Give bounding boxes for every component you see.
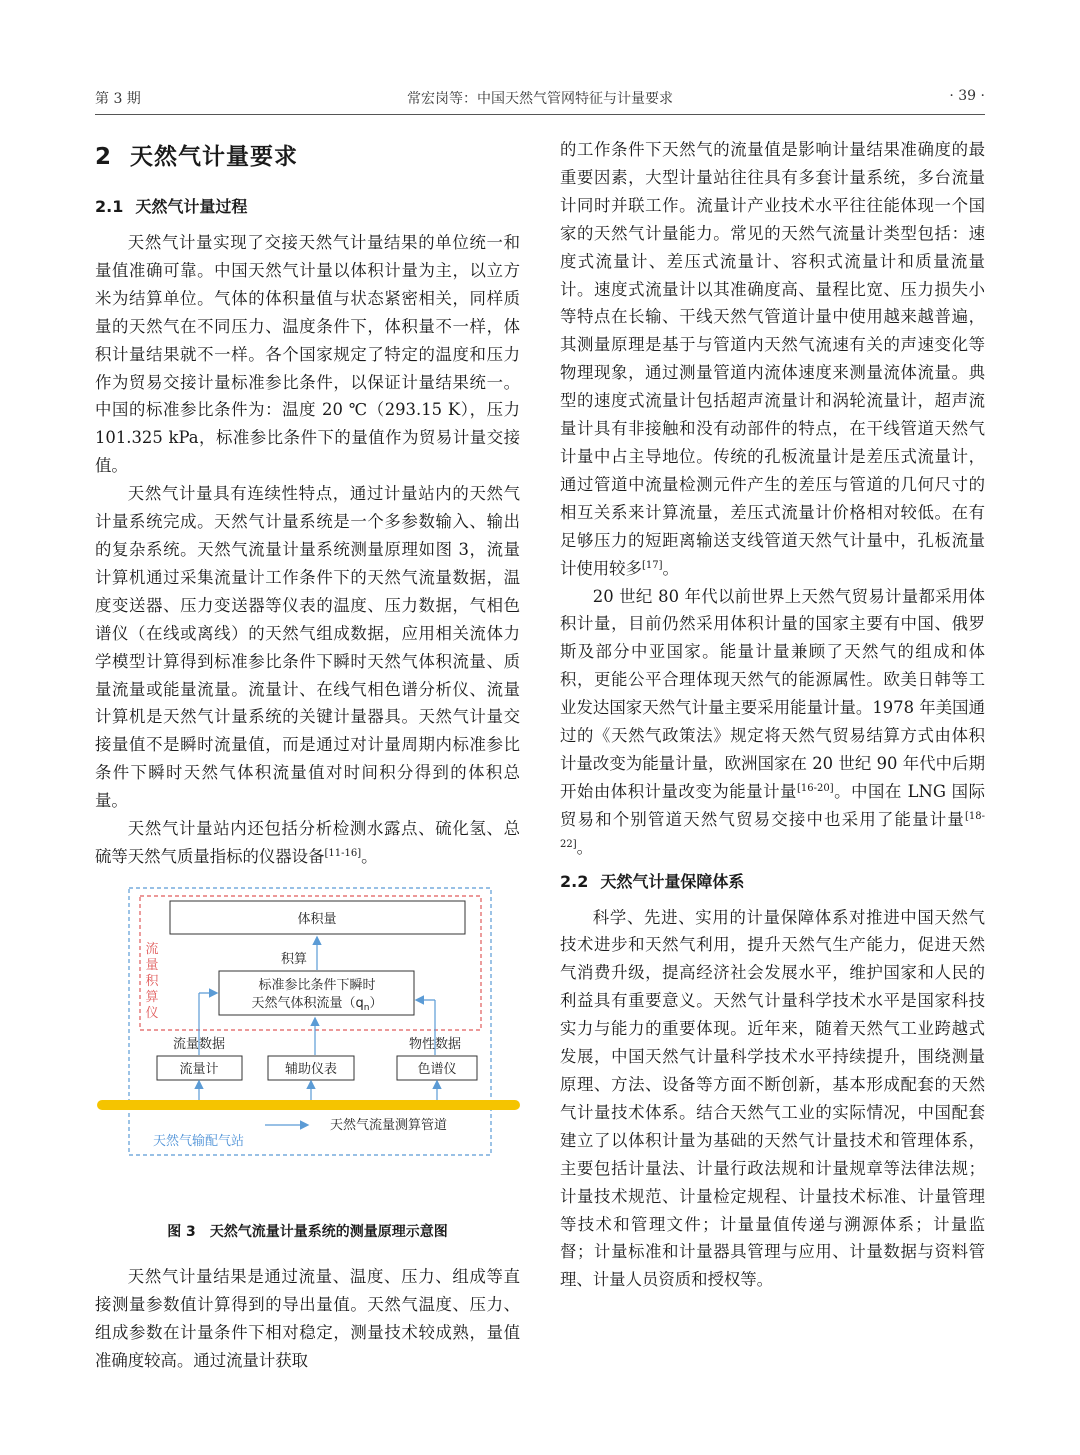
paragraph: 天然气计量具有连续性特点，通过计量站内的天然气计量系统完成。天然气计量系统是一个多参数输入、输出的复杂系统。天然气流量计量系统测量原理如图 3，流量计算机通过采集流量计工作条件下的天然气流量数据，温度变送器、压力变送器等仪表的温度、压力数据，气相色谱仪（在线或离线）的天然气组成数据，应用相关流体力学模型计算得到标准参比条件下瞬时天然气体积流量、质量流量或能量流量。流量计、在线气相色谱分析仪、流量计算机是天然气计量系统的关键计量器具。天然气计量交接量值不是瞬时流量值，而是通过对计量周期内标准参比条件下瞬时天然气体积流量值对时间积分得到的体积总量。 — [95, 484, 520, 811]
citation: [16-20] — [796, 782, 834, 794]
flow-data-label: 流量数据 — [172, 1036, 226, 1052]
subsection-title: 天然气计量过程 — [135, 197, 248, 216]
property-data-label: 物性数据 — [408, 1036, 462, 1052]
paragraph — [95, 815, 520, 871]
section-heading — [95, 138, 520, 171]
subsection-number: 2.2 — [560, 871, 589, 891]
subsection-heading-2-2 — [560, 868, 985, 896]
issue-number: 第 3 期 — [95, 91, 141, 107]
flow-computer-char: 流 — [145, 941, 159, 957]
instant-flow-line1: 标准参比条件下瞬时 — [258, 977, 376, 993]
paragraph: 科学、先进、实用的计量保障体系对推进中国天然气技术进步和天然气利用，提升天然气生产能力，促进天然气消费升级，提高经济社会发展水平，维护国家和人民的利益具有重要意义。天然气计量科学技术水平是国家科技实力与能力的重要体现。近年来，随着天然气工业跨越式发展，中国天然气计量科学技术水平持续提升，围绕测量原理、方法、设备等方面不断创新，基本形成配套的天然气计量技术体系。结合天然气工业的实际情况，中国配套建立了以体积计量为基础的天然气计量技术和管理体系，主要包括计量法、计量行政法规和计量规章等法律法规；计量技术规范、计量检定规程、计量技术标准、计量管理等技术和管理文件；计量量值传递与溯源体系；计量监督；计量标准和计量器具管理与应用、计量数据与资料管理、计量人员资质和授权等。 — [560, 907, 985, 1290]
page-header — [95, 84, 985, 110]
figure-number: 图 3 — [167, 1223, 196, 1240]
section-number: 2 — [95, 144, 113, 170]
section-title: 天然气计量要求 — [130, 144, 299, 170]
paragraph — [560, 583, 985, 862]
figure-3 — [95, 885, 520, 1215]
volume-box-label: 体积量 — [297, 911, 337, 927]
flow-computer-char: 仪 — [145, 1005, 159, 1021]
punctuation: 。 — [361, 846, 378, 866]
paragraph — [560, 136, 985, 583]
flow-computer-char: 算 — [145, 989, 159, 1005]
subsection-number: 2.1 — [95, 197, 124, 216]
pipeline-label: 天然气流量测算管道 — [330, 1117, 448, 1133]
punctuation: 。 — [576, 837, 594, 857]
punctuation: 。 — [662, 558, 679, 578]
gc-label: 色谱仪 — [417, 1061, 457, 1077]
flow-computer-char: 积 — [145, 973, 159, 989]
paragraph-text: 天然气计量站内还包括分析检测水露点、硫化氢、总硫等天然气质量指标的仪器设备 — [95, 819, 520, 866]
subsection-heading-2-1 — [95, 193, 520, 221]
paragraph-text: 的工作条件下天然气的流量值是影响计量结果准确度的最重要因素，大型计量站往往具有多套计量系统，多台流量计同时并联工作。流量计产业技术水平往往能体现一个国家的天然气计量能力。常见的天然气流量计类型包括：速度式流量计、差压式流量计、容积式流量计和质量流量计。速度式流量计以其准确度高、量程比宽、压力损失小等特点在长输、干线天然气管道计量中使用越来越普遍，其测量原理是基于与管道内天然气流速有关的声速变化等物理现象，通过测量管道内流体速度来测量流体流量。典型的速度式流量计包括超声流量计和涡轮流量计，超声流量计具有非接触和没有动部件的特点，在干线管道天然气计量中占主导地位。传统的孔板流量计是差压式流量计，通过管道中流量检测元件产生的差压与管道的几何尺寸的相互关系来计算流量，差压式流量计价格相对较低。在有足够压力的短距离输送支线管道天然气计量中，孔板流量计使用较多 — [560, 140, 985, 578]
citation: [11-16] — [324, 847, 362, 859]
paragraph-text: 20 世纪 80 年代以前世界上天然气贸易计量都采用体积计量，目前仍然采用体积计量的国家主要有中国、俄罗斯及部分中亚国家。能量计量兼顾了天然气的组成和体积，更能公平合理体现天然气的能源属性。欧美日韩等工业发达国家天然气计量主要采用能量计量。1978 年美国通过的《天然气政策法》规定将天然气贸易结算方式由体积计量改变为能量计量，欧洲国家在 20 世纪 90 年代中后期开始由体积计量改变为能量计量 — [560, 586, 985, 801]
paragraph-text: 。中国在 LNG 国际贸易和个别管道天然气贸易交接中也采用了能量计量 — [560, 781, 985, 829]
paragraph: 天然气计量结果是通过流量、温度、压力、组成等直接测量参数值计算得到的导出量值。天然气温度、压力、组成参数在计量条件下相对稳定，测量技术较成熟，量值准确度较高。通过流量计获取 — [95, 1266, 520, 1370]
flow-computer-char: 量 — [145, 957, 159, 973]
subsection-title: 天然气计量保障体系 — [600, 871, 745, 891]
running-title: 常宏岗等：中国天然气管网特征与计量要求 — [407, 91, 673, 107]
aux-instrument-label: 辅助仪表 — [284, 1061, 338, 1077]
citation: [17] — [641, 559, 663, 571]
header-rule — [95, 114, 985, 115]
measurement-diagram — [95, 885, 520, 1215]
left-column — [95, 136, 520, 1374]
station-label: 天然气输配气站 — [153, 1133, 245, 1149]
instant-flow-line2: 天然气体积流量$(q_n)$ — [251, 995, 383, 1013]
integrate-label: 积算 — [280, 951, 307, 967]
figure-caption-text: 天然气流量计量系统的测量原理示意图 — [209, 1223, 448, 1240]
right-column — [560, 136, 985, 1294]
pipeline — [97, 1100, 520, 1110]
page-number: · 39 · — [949, 88, 985, 104]
paragraph: 天然气计量实现了交接天然气计量结果的单位统一和量值准确可靠。中国天然气计量以体积计量为主，以立方米为结算单位。气体的体积量值与状态紧密相关，同样质量的天然气在不同压力、温度条件下，体积量不一样，体积计量结果就不一样。各个国家规定了特定的温度和压力作为贸易交接计量标准参比条件，以保证计量结果统一。中国的标准参比条件为：温度 20 ℃（293.15 K），压力 101.325 kPa，标准参比条件下的量值作为贸易计量交接值。 — [95, 233, 520, 476]
flowmeter-label: 流量计 — [179, 1061, 219, 1077]
citation: [18-22] — [560, 810, 985, 850]
figure-caption — [95, 1221, 520, 1241]
